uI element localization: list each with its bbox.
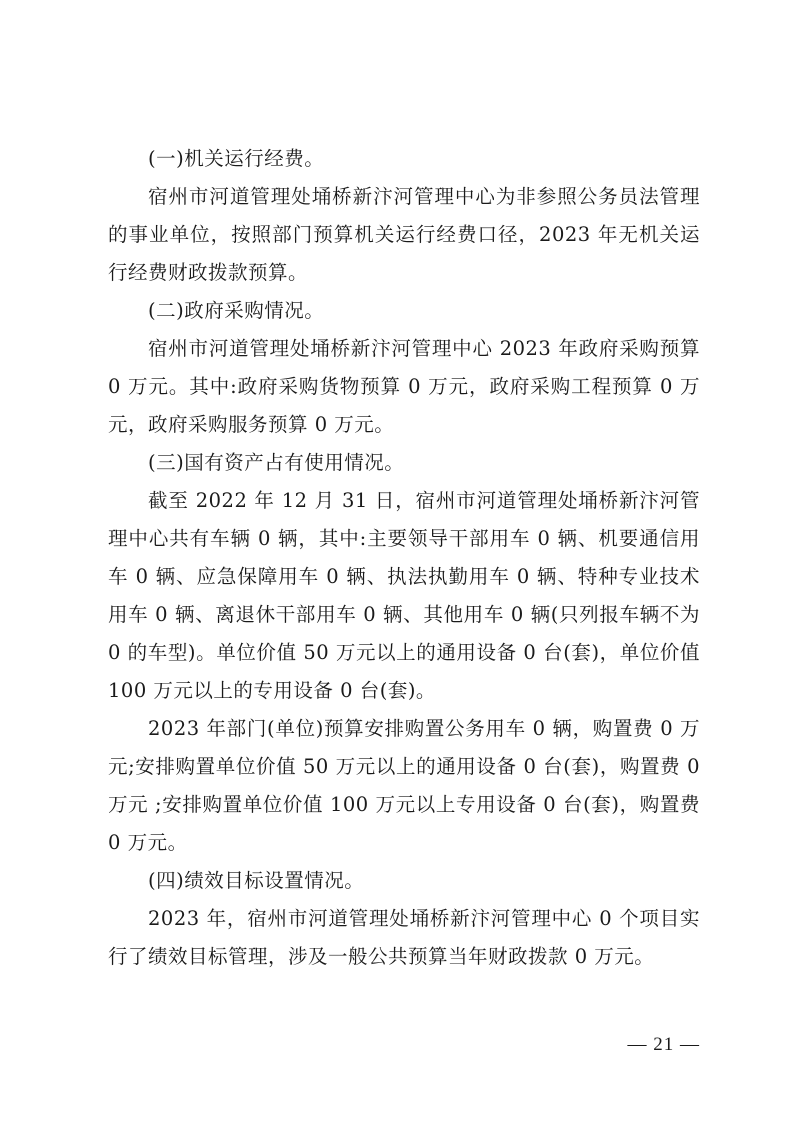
section-heading-state-assets: (三)国有资产占有使用情况。 [148,451,405,474]
paragraph-performance-targets: 2023 年，宿州市河道管理处埇桥新汴河管理中心 0 个项目实行了绩效目标管理，涉及一般公共预算当年财政拨款 0 万元。 [108,907,700,968]
paragraph-state-assets-vehicles: 截至 2022 年 12 月 31 日，宿州市河道管理处埇桥新汴河管理中心共有车辆 0 辆，其中:主要领导干部用车 0 辆、机要通信用车 0 辆、应急保障用车 0 辆、执法执勤用车 0 辆、特种专业技术用车 0 辆、离退休干部用车 0 辆、其他用车 0 辆(只列报车辆不为 0 的车型)。单位价值 50 万元以上的通用设备 0 台(套)，单位价值 100 万元以上的专用设备 0 台(套)。 [108,489,700,702]
paragraph-government-procurement: 宿州市河道管理处埇桥新汴河管理中心 2023 年政府采购预算 0 万元。其中:政府采购货物预算 0 万元，政府采购工程预算 0 万元，政府采购服务预算 0 万元。 [108,337,700,436]
document-body [108,140,700,976]
section-heading-performance-targets: (四)绩效目标设置情况。 [148,869,365,892]
paragraph-state-assets-purchase: 2023 年部门(单位)预算安排购置公务用车 0 辆，购置费 0 万元;安排购置单位价值 50 万元以上的通用设备 0 台(套)，购置费 0 万元 ;安排购置单位价值 100 万元以上专用设备 0 台(套)，购置费 0 万元。 [108,717,700,854]
page-number: — 21 — [627,1034,700,1055]
paragraph-operating-expenses: 宿州市河道管理处埇桥新汴河管理中心为非参照公务员法管理的事业单位，按照部门预算机关运行经费口径，2023 年无机关运行经费财政拨款预算。 [108,185,700,284]
section-heading-operating-expenses: (一)机关运行经费。 [148,147,325,170]
section-heading-government-procurement: (二)政府采购情况。 [148,299,325,322]
